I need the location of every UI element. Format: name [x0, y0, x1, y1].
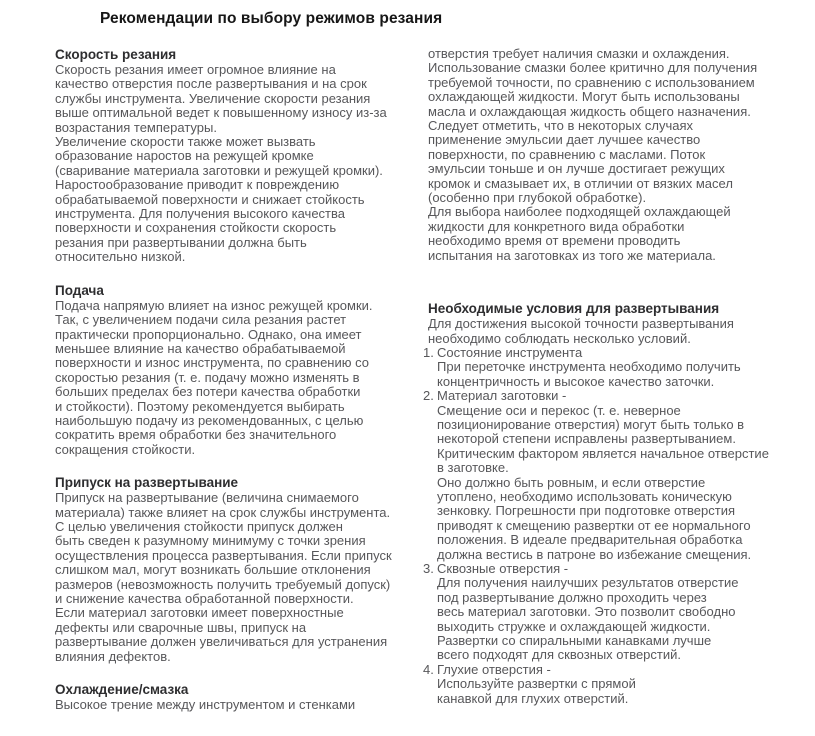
- list-item-title: Состояние инструмента: [437, 344, 583, 360]
- list-item-number: 3.: [423, 561, 434, 576]
- list-item-title: Материал заготовки -: [437, 388, 567, 404]
- section-reaming-allowance: [55, 475, 428, 664]
- left-column: [55, 47, 428, 712]
- list-item-body: Смещение оси и перекос (т. е. неверное позиционирование отверстия) могут быть только в некоторой степени исправлены развертыванием. Критическим фактором является начальное отверстие в заготовке. Оно должно быть ровным, и если отверстие утоплено, необходимо использовать коническую зенковку. Погрешности при подготовке отверстия приводят к смещению развертки от ее нормального положения. В идеале предварительная обработка должна вестись в патроне во избежание смещения.: [437, 402, 769, 562]
- page-title: Рекомендации по выбору режимов резания: [100, 10, 443, 27]
- continuation-paragraph: отверстия требует наличия смазки и охлаждения. Использование смазки более критично для получения требуемой точности, по сравнению с использованием охлаждающей жидкости. Могут быть использованы масла и охлаждающая жидкость общего назначения. Следует отметить, что в некоторых случаях применение эмульсии дает лучшее качество поверхности, по сравнению с маслами. Поток эмульсии тоньше и он лучше достигает режущих кромок и смазывает их, в отличии от вязких масел (особенно при глубокой обработке). Для выбора наиболее подходящей охлаждающей жидкости для конкретного вида обработки необходимо время от времени проводить испытания на заготовках из того же материала.: [428, 46, 758, 263]
- list-item-body: Используйте развертки с прямой канавкой для глухих отверстий.: [437, 676, 636, 706]
- section-body: Скорость резания имеет огромное влияние на качество отверстия после развертывания и на срок службы инструмента. Увеличение скорости резания выше оптимальной ведет к повышенному износу из-за возрастания температуры. Увеличение скорости также может вызвать образование наростов на режущей кромке (сваривание материала заготовки и режущей кромки). Наростообразование приводит к повреждению обрабатываемой поверхности и снижает стойкость инструмента. Для получения высокого качества поверхности и сохранения стойкости скорость резания при развертывании должна быть относительно низкой.: [55, 62, 387, 265]
- list-item-content: [437, 389, 815, 562]
- two-column-layout: [0, 47, 815, 712]
- section-lead: Для достижения высокой точности развертывания необходимо соблюдать несколько условий.: [428, 316, 734, 346]
- list-item-number: 4.: [423, 661, 434, 677]
- numbered-list: [423, 344, 815, 706]
- list-item: [423, 561, 815, 663]
- section-cooling-lubrication: [55, 682, 428, 712]
- list-item-body: Для получения наилучших результатов отверстие под развертывание должно проходить через весь материал заготовки. Это позволит свободно выходить стружке и охлаждающей жидкости. Развертки со спиральными канавками лучше всего подходят для сквозных отверстий.: [437, 575, 739, 663]
- section-cutting-speed: [55, 47, 428, 265]
- section-heading: Скорость резания: [55, 47, 177, 62]
- list-item-content: [437, 663, 815, 706]
- section-reaming-requirements: [423, 301, 815, 706]
- section-body: Высокое трение между инструментом и стенками: [55, 697, 356, 713]
- section-body: Подача напрямую влияет на износ режущей кромки. Так, с увеличением подачи сила резания растет практически пропорционально. Однако, она имеет меньшее влияние на качество обрабатываемой поверхности и износ инструмента, по сравнению со скоростью резания (т. е. подачу можно изменять в больших пределах без потери качества обработки и стойкости). Поэтому рекомендуется выбирать наибольшую подачу из рекомендованных, с целью сократить время обработки без значительного сокращения стойкости.: [55, 297, 373, 457]
- list-item-title: Сквозные отверстия -: [437, 561, 569, 576]
- list-item-number: 2.: [423, 388, 434, 404]
- section-heading: Необходимые условия для развертывания: [428, 301, 720, 317]
- list-item: [423, 344, 815, 389]
- section-heading: Охлаждение/смазка: [55, 682, 189, 698]
- list-item-body: При переточке инструмента необходимо получить концентричность и высокое качество заточки.: [437, 359, 741, 389]
- list-item-content: [437, 346, 815, 389]
- section-feed: [55, 283, 428, 457]
- section-body: Припуск на развертывание (величина снимаемого материала) также влияет на срок службы инструмента. С целью увеличения стойкости припуск должен быть сведен к разумному минимуму с точки зрения осуществления процесса развертывания. Если припуск слишком мал, могут возникать большие отклонения размеров (невозможность получить требуемый допуск) и снижение качества обработанной поверхности. Если материал заготовки имеет поверхностные дефекты или сварочные швы, припуск на развертывание должен увеличиваться для устранения влияния дефектов.: [55, 490, 392, 664]
- section-heading: Припуск на развертывание: [55, 475, 239, 491]
- right-column: [423, 46, 815, 712]
- list-item: [423, 661, 815, 706]
- list-item-title: Глухие отверстия -: [437, 661, 551, 677]
- list-item-number: 1.: [423, 344, 434, 360]
- list-item-content: [437, 562, 815, 663]
- section-heading: Подача: [55, 282, 104, 298]
- list-item: [423, 388, 815, 562]
